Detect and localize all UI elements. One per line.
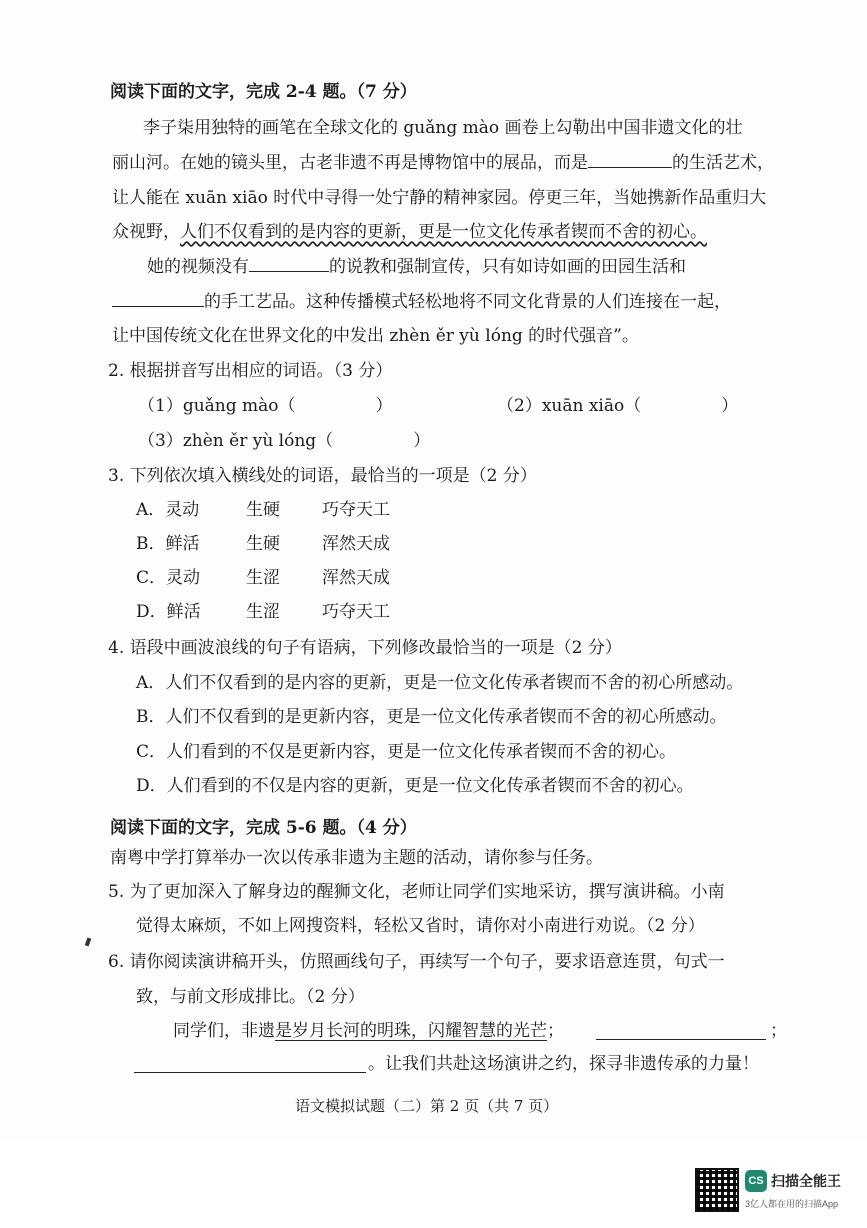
- q3-option-a-w3: 巧夺天工: [322, 500, 390, 520]
- camscanner-logo-icon: CS: [745, 1170, 767, 1192]
- q3-option-d-w3: 巧夺天工: [322, 602, 390, 622]
- q3-option-b-w1: B．鲜活: [136, 534, 200, 554]
- scan-speck: [85, 938, 91, 947]
- question-2-stem: 2. 根据拼音写出相应的词语。（3 分）: [108, 361, 393, 381]
- passage-text: 丽山河。在她的镜头里，古老非遗不再是博物馆中的展品，而是: [112, 153, 588, 173]
- passage-line: [147, 255, 686, 279]
- wavy-underlined-sentence: 人们不仅看到的是内容的更新，更是一位文化传承者锲而不舍的初心。: [180, 222, 707, 242]
- passage-text: 的说教和强制宣传，只有如诗如画的田园生活和: [329, 257, 686, 277]
- q4-option-d: D．人们看到的不仅是内容的更新，更是一位文化传承者锲而不舍的初心。: [136, 776, 694, 796]
- q3-option-c-w1: C．灵动: [136, 568, 201, 588]
- q3-option-c-w3: 浑然天成: [322, 568, 390, 588]
- passage-line: [112, 220, 707, 244]
- q3-option-c-w2: 生涩: [246, 568, 280, 588]
- section2-intro: 南粤中学打算举办一次以传承非遗为主题的活动，请你参与任务。: [110, 848, 603, 868]
- q3-option-a-w1: A．灵动: [136, 500, 200, 520]
- q2-prompt: （2）xuān xiāo（: [497, 396, 642, 416]
- question-4-stem: 4. 语段中画波浪线的句子有语病，下列修改最恰当的一项是（2 分）: [108, 638, 622, 658]
- camscanner-name: 扫描全能王: [771, 1173, 841, 1189]
- q2-close: ）: [375, 396, 393, 416]
- fill-blank: [112, 290, 204, 307]
- q2-close: ）: [721, 396, 739, 416]
- passage-text: 众视野，: [112, 222, 180, 242]
- underlined-model-sentence: 是岁月长河的明珠，闪耀智慧的光芒: [275, 1021, 547, 1041]
- speech-line-1: [173, 1019, 564, 1043]
- q4-option-c: C．人们看到的不仅是更新内容，更是一位文化传承者锲而不舍的初心。: [136, 742, 677, 762]
- q3-option-d-w1: D．鲜活: [136, 602, 201, 622]
- question-3-stem: 3. 下列依次填入横线处的词语，最恰当的一项是（2 分）: [108, 466, 537, 486]
- q3-option-d-w2: 生涩: [246, 602, 280, 622]
- section2-heading: 阅读下面的文字，完成 5-6 题。（4 分）: [110, 818, 417, 838]
- passage-line: [112, 290, 731, 314]
- q3-option-b-w3: 浑然天成: [322, 534, 390, 554]
- passage-text: 的生活艺术，: [672, 153, 774, 173]
- q4-option-a: A．人们不仅看到的是内容的更新，更是一位文化传承者锲而不舍的初心所感动。: [136, 673, 744, 693]
- qr-code-icon: [695, 1168, 739, 1212]
- passage-line: [112, 151, 774, 175]
- q2-answer-1: [138, 394, 393, 418]
- fill-blank: [249, 255, 329, 272]
- q2-answer-2: [497, 394, 738, 418]
- question-5-line: 觉得太麻烦，不如上网搜资料，轻松又省时，请你对小南进行劝说。（2 分）: [136, 916, 705, 936]
- passage-line: 李子柒用独特的画笔在全球文化的 guǎng mào 画卷上勾勒出中国非遗文化的壮: [143, 118, 743, 138]
- continuation-blank[interactable]: [134, 1056, 366, 1073]
- q2-answer-3: [138, 429, 430, 453]
- passage-text: 她的视频没有: [147, 257, 249, 277]
- speech-semicolon: ；: [770, 1021, 787, 1041]
- q2-prompt: （1）guǎng mào（: [138, 396, 296, 416]
- section1-heading: 阅读下面的文字，完成 2-4 题。（7 分）: [110, 82, 417, 102]
- passage-line: 让人能在 xuān xiāo 时代中寻得一处宁静的精神家园。停更三年，当她携新作品重归大: [112, 188, 767, 208]
- camscanner-tagline: 3亿人都在用的扫描App: [745, 1199, 839, 1209]
- q2-prompt: （3）zhèn ěr yù lóng（: [138, 431, 334, 451]
- continuation-blank[interactable]: [596, 1023, 766, 1040]
- speech-line-2: 。让我们共赴这场演讲之约，探寻非遗传承的力量！: [368, 1054, 759, 1074]
- fill-blank: [588, 151, 672, 168]
- q3-option-b-w2: 生硬: [246, 534, 280, 554]
- question-6-line: 致，与前文形成排比。（2 分）: [136, 987, 365, 1007]
- q4-option-b: B．人们不仅看到的是更新内容，更是一位文化传承者锲而不舍的初心所感动。: [136, 707, 727, 727]
- speech-text: ；: [547, 1021, 564, 1041]
- passage-line: 让中国传统文化在世界文化的中发出 zhèn ěr yù lóng 的时代强音”。: [112, 326, 639, 346]
- q2-close: ）: [413, 431, 431, 451]
- speech-text: 同学们，非遗: [173, 1021, 275, 1041]
- q3-option-a-w2: 生硬: [246, 500, 280, 520]
- question-5-line: 5. 为了更加深入了解身边的醒狮文化，老师让同学们实地采访，撰写演讲稿。小南: [108, 882, 725, 902]
- page-footer: 语文模拟试题（二）第 2 页（共 7 页）: [295, 1097, 559, 1115]
- question-6-line: 6. 请你阅读演讲稿开头，仿照画线句子，再续写一个句子，要求语意连贯，句式一: [108, 952, 725, 972]
- passage-text: 的手工艺品。这种传播模式轻松地将不同文化背景的人们连接在一起，: [204, 292, 731, 312]
